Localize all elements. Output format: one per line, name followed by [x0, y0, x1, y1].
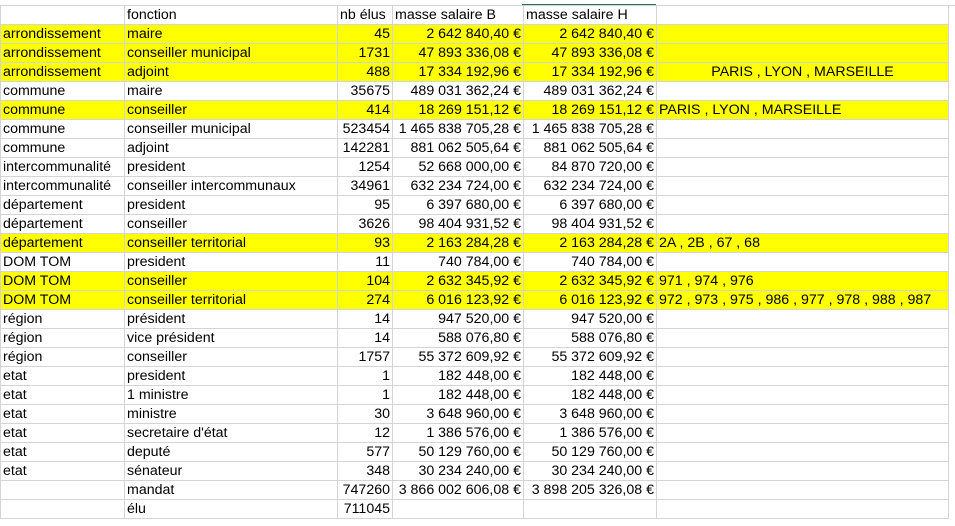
cell-fonction[interactable]: élu — [125, 500, 338, 519]
header-type-cell[interactable] — [1, 6, 125, 25]
cell-masse-h[interactable]: 18 269 151,12 € — [524, 101, 657, 120]
cell-masse-h[interactable]: 3 898 205 326,08 € — [524, 481, 657, 500]
cell-note[interactable]: 972 , 973 , 975 , 986 , 977 , 978 , 988 , 987 — [657, 291, 949, 310]
cell-nb-elus[interactable]: 1757 — [338, 348, 393, 367]
cell-masse-h[interactable]: 30 234 240,00 € — [524, 462, 657, 481]
cell-type[interactable]: département — [1, 215, 125, 234]
cell-masse-b[interactable]: 182 448,00 € — [393, 386, 524, 405]
cell-masse-h[interactable]: 47 893 336,08 € — [524, 44, 657, 63]
cell-masse-b[interactable]: 3 648 960,00 € — [393, 405, 524, 424]
cell-fonction[interactable]: ministre — [125, 405, 338, 424]
cell-note[interactable] — [657, 196, 949, 215]
cell-masse-b[interactable]: 740 784,00 € — [393, 253, 524, 272]
cell-fonction[interactable]: président — [125, 310, 338, 329]
table-row — [1, 253, 949, 272]
cell-fonction[interactable]: conseiller municipal — [125, 44, 338, 63]
cell-masse-h[interactable]: 881 062 505,64 € — [524, 139, 657, 158]
header-masse-b-cell[interactable]: masse salaire B — [393, 6, 524, 25]
cell-nb-elus[interactable]: 14 — [338, 329, 393, 348]
cell-note[interactable] — [657, 177, 949, 196]
cell-fonction[interactable]: conseiller — [125, 348, 338, 367]
table-row — [1, 215, 949, 234]
cell-masse-b[interactable]: 3 866 002 606,08 € — [393, 481, 524, 500]
cell-note[interactable] — [657, 462, 949, 481]
table-row — [1, 177, 949, 196]
cell-note[interactable] — [657, 481, 949, 500]
cell-type[interactable] — [1, 481, 125, 500]
cell-type[interactable]: région — [1, 348, 125, 367]
cell-note[interactable] — [657, 500, 949, 519]
cell-nb-elus[interactable]: 488 — [338, 63, 393, 82]
cell-nb-elus[interactable]: 12 — [338, 424, 393, 443]
cell-masse-h[interactable]: 489 031 362,24 € — [524, 82, 657, 101]
cell-masse-h[interactable]: 588 076,80 € — [524, 329, 657, 348]
cell-nb-elus[interactable]: 414 — [338, 101, 393, 120]
cell-note[interactable] — [657, 367, 949, 386]
cell-type[interactable]: commune — [1, 101, 125, 120]
cell-fonction[interactable]: mandat — [125, 481, 338, 500]
cell-fonction[interactable]: conseiller municipal — [125, 120, 338, 139]
spreadsheet-grid — [0, 5, 949, 519]
table-row — [1, 63, 949, 82]
cell-note[interactable] — [657, 120, 949, 139]
cell-type[interactable]: région — [1, 329, 125, 348]
cell-masse-h[interactable] — [524, 500, 657, 519]
cell-type[interactable]: etat — [1, 386, 125, 405]
cell-note[interactable]: 971 , 974 , 976 — [657, 272, 949, 291]
cell-masse-h[interactable]: 182 448,00 € — [524, 386, 657, 405]
table-row — [1, 139, 949, 158]
cell-masse-b[interactable]: 489 031 362,24 € — [393, 82, 524, 101]
cell-fonction[interactable]: adjoint — [125, 63, 338, 82]
cell-type[interactable]: arrondissement — [1, 63, 125, 82]
cell-fonction[interactable]: secretaire d'état — [125, 424, 338, 443]
cell-type[interactable]: commune — [1, 120, 125, 139]
cell-note[interactable] — [657, 158, 949, 177]
cell-type[interactable]: DOM TOM — [1, 291, 125, 310]
cell-nb-elus[interactable]: 1731 — [338, 44, 393, 63]
cell-masse-b[interactable] — [393, 500, 524, 519]
cell-masse-b[interactable]: 98 404 931,52 € — [393, 215, 524, 234]
cell-masse-b[interactable]: 1 386 576,00 € — [393, 424, 524, 443]
cell-fonction[interactable]: maire — [125, 82, 338, 101]
cell-masse-h[interactable]: 17 334 192,96 € — [524, 63, 657, 82]
cell-type[interactable]: etat — [1, 462, 125, 481]
cell-nb-elus[interactable]: 3626 — [338, 215, 393, 234]
cell-type[interactable]: DOM TOM — [1, 272, 125, 291]
cell-masse-b[interactable]: 2 163 284,28 € — [393, 234, 524, 253]
cell-nb-elus[interactable]: 95 — [338, 196, 393, 215]
cell-fonction[interactable]: president — [125, 158, 338, 177]
cell-type[interactable]: DOM TOM — [1, 253, 125, 272]
cell-fonction[interactable]: conseiller — [125, 101, 338, 120]
cell-note[interactable]: PARIS , LYON , MARSEILLE — [657, 101, 949, 120]
table-row — [1, 405, 949, 424]
cell-masse-b[interactable]: 55 372 609,92 € — [393, 348, 524, 367]
table-row — [1, 234, 949, 253]
cell-fonction[interactable]: conseiller — [125, 215, 338, 234]
cell-masse-h[interactable]: 182 448,00 € — [524, 367, 657, 386]
cell-masse-h[interactable]: 55 372 609,92 € — [524, 348, 657, 367]
cell-masse-h[interactable]: 6 016 123,92 € — [524, 291, 657, 310]
cell-nb-elus[interactable]: 274 — [338, 291, 393, 310]
cell-fonction[interactable]: president — [125, 367, 338, 386]
cell-fonction[interactable]: vice président — [125, 329, 338, 348]
cell-type[interactable]: commune — [1, 139, 125, 158]
cell-fonction[interactable]: conseiller territorial — [125, 291, 338, 310]
cell-nb-elus[interactable]: 1 — [338, 367, 393, 386]
header-masse-h-cell[interactable]: masse salaire H — [524, 6, 657, 25]
cell-nb-elus[interactable]: 523454 — [338, 120, 393, 139]
table-row — [1, 158, 949, 177]
cell-note[interactable] — [657, 329, 949, 348]
table-row — [1, 500, 949, 519]
cell-note[interactable] — [657, 82, 949, 101]
cell-note[interactable] — [657, 348, 949, 367]
table-row — [1, 101, 949, 120]
table-row — [1, 291, 949, 310]
cell-fonction[interactable]: president — [125, 253, 338, 272]
cell-note[interactable] — [657, 44, 949, 63]
cell-nb-elus[interactable]: 747260 — [338, 481, 393, 500]
table-row — [1, 481, 949, 500]
cell-masse-b[interactable]: 2 642 840,40 € — [393, 25, 524, 44]
cell-type[interactable]: département — [1, 196, 125, 215]
table-row — [1, 348, 949, 367]
cell-type[interactable]: etat — [1, 443, 125, 462]
cell-masse-b[interactable]: 6 397 680,00 € — [393, 196, 524, 215]
cell-masse-h[interactable]: 947 520,00 € — [524, 310, 657, 329]
table-row — [1, 424, 949, 443]
cell-nb-elus[interactable]: 1 — [338, 386, 393, 405]
cell-nb-elus[interactable]: 348 — [338, 462, 393, 481]
cell-masse-b[interactable]: 947 520,00 € — [393, 310, 524, 329]
header-nb-elus-cell[interactable]: nb élus — [338, 6, 393, 25]
cell-masse-h[interactable]: 3 648 960,00 € — [524, 405, 657, 424]
cell-masse-b[interactable]: 632 234 724,00 € — [393, 177, 524, 196]
cell-masse-b[interactable]: 2 632 345,92 € — [393, 272, 524, 291]
cell-masse-h[interactable]: 2 163 284,28 € — [524, 234, 657, 253]
cell-type[interactable]: intercommunalité — [1, 158, 125, 177]
table-row — [1, 367, 949, 386]
cell-note[interactable]: 2A , 2B , 67 , 68 — [657, 234, 949, 253]
cell-masse-h[interactable]: 1 386 576,00 € — [524, 424, 657, 443]
table-row — [1, 25, 949, 44]
table-row — [1, 272, 949, 291]
cell-masse-b[interactable]: 30 234 240,00 € — [393, 462, 524, 481]
cell-fonction[interactable]: president — [125, 196, 338, 215]
cell-masse-b[interactable]: 47 893 336,08 € — [393, 44, 524, 63]
cell-masse-h[interactable]: 740 784,00 € — [524, 253, 657, 272]
cell-nb-elus[interactable]: 30 — [338, 405, 393, 424]
cell-type[interactable]: région — [1, 310, 125, 329]
cell-note[interactable] — [657, 215, 949, 234]
table-row — [1, 82, 949, 101]
cell-nb-elus[interactable]: 45 — [338, 25, 393, 44]
table-row — [1, 443, 949, 462]
cell-nb-elus[interactable]: 34961 — [338, 177, 393, 196]
cell-type[interactable]: département — [1, 234, 125, 253]
cell-nb-elus[interactable]: 711045 — [338, 500, 393, 519]
cell-note[interactable] — [657, 443, 949, 462]
cell-masse-h[interactable]: 2 642 840,40 € — [524, 25, 657, 44]
cell-masse-b[interactable]: 881 062 505,64 € — [393, 139, 524, 158]
cell-note[interactable] — [657, 405, 949, 424]
table-row — [1, 386, 949, 405]
header-row — [1, 6, 949, 25]
cell-masse-b[interactable]: 1 465 838 705,28 € — [393, 120, 524, 139]
cell-type[interactable]: commune — [1, 82, 125, 101]
cell-masse-h[interactable]: 84 870 720,00 € — [524, 158, 657, 177]
cell-masse-b[interactable]: 17 334 192,96 € — [393, 63, 524, 82]
cell-nb-elus[interactable]: 35675 — [338, 82, 393, 101]
table-row — [1, 44, 949, 63]
table-row — [1, 196, 949, 215]
cell-fonction[interactable]: sénateur — [125, 462, 338, 481]
cell-note[interactable] — [657, 139, 949, 158]
table-row — [1, 329, 949, 348]
cell-note[interactable]: PARIS , LYON , MARSEILLE — [657, 63, 949, 82]
header-note-cell[interactable] — [657, 6, 949, 25]
cell-type[interactable]: etat — [1, 405, 125, 424]
cell-type[interactable]: etat — [1, 367, 125, 386]
cell-nb-elus[interactable]: 11 — [338, 253, 393, 272]
cell-masse-b[interactable]: 52 668 000,00 € — [393, 158, 524, 177]
cell-fonction[interactable]: conseiller intercommunaux — [125, 177, 338, 196]
cell-masse-b[interactable]: 18 269 151,12 € — [393, 101, 524, 120]
cell-type[interactable]: etat — [1, 424, 125, 443]
cell-masse-h[interactable]: 2 632 345,92 € — [524, 272, 657, 291]
cell-type[interactable]: arrondissement — [1, 44, 125, 63]
table-row — [1, 120, 949, 139]
table-body — [1, 25, 949, 519]
cell-nb-elus[interactable]: 104 — [338, 272, 393, 291]
cell-fonction[interactable]: adjoint — [125, 139, 338, 158]
cell-fonction[interactable]: maire — [125, 25, 338, 44]
cell-masse-h[interactable]: 1 465 838 705,28 € — [524, 120, 657, 139]
cell-type[interactable]: arrondissement — [1, 25, 125, 44]
cell-masse-h[interactable]: 632 234 724,00 € — [524, 177, 657, 196]
cell-nb-elus[interactable]: 14 — [338, 310, 393, 329]
cell-nb-elus[interactable]: 577 — [338, 443, 393, 462]
cell-masse-b[interactable]: 6 016 123,92 € — [393, 291, 524, 310]
cell-nb-elus[interactable]: 142281 — [338, 139, 393, 158]
cell-type[interactable] — [1, 500, 125, 519]
cell-fonction[interactable]: conseiller — [125, 272, 338, 291]
cell-note[interactable] — [657, 386, 949, 405]
cell-nb-elus[interactable]: 93 — [338, 234, 393, 253]
cell-note[interactable] — [657, 25, 949, 44]
cell-nb-elus[interactable]: 1254 — [338, 158, 393, 177]
header-fonction-cell[interactable]: fonction — [125, 6, 338, 25]
cell-fonction[interactable]: 1 ministre — [125, 386, 338, 405]
cell-note[interactable] — [657, 424, 949, 443]
cell-masse-h[interactable]: 50 129 760,00 € — [524, 443, 657, 462]
cell-masse-b[interactable]: 182 448,00 € — [393, 367, 524, 386]
cell-note[interactable] — [657, 253, 949, 272]
cell-masse-b[interactable]: 588 076,80 € — [393, 329, 524, 348]
cell-masse-h[interactable]: 98 404 931,52 € — [524, 215, 657, 234]
cell-type[interactable]: intercommunalité — [1, 177, 125, 196]
table-row — [1, 310, 949, 329]
cell-fonction[interactable]: conseiller territorial — [125, 234, 338, 253]
table-row — [1, 462, 949, 481]
cell-masse-b[interactable]: 50 129 760,00 € — [393, 443, 524, 462]
cell-fonction[interactable]: deputé — [125, 443, 338, 462]
cell-masse-h[interactable]: 6 397 680,00 € — [524, 196, 657, 215]
cell-note[interactable] — [657, 310, 949, 329]
